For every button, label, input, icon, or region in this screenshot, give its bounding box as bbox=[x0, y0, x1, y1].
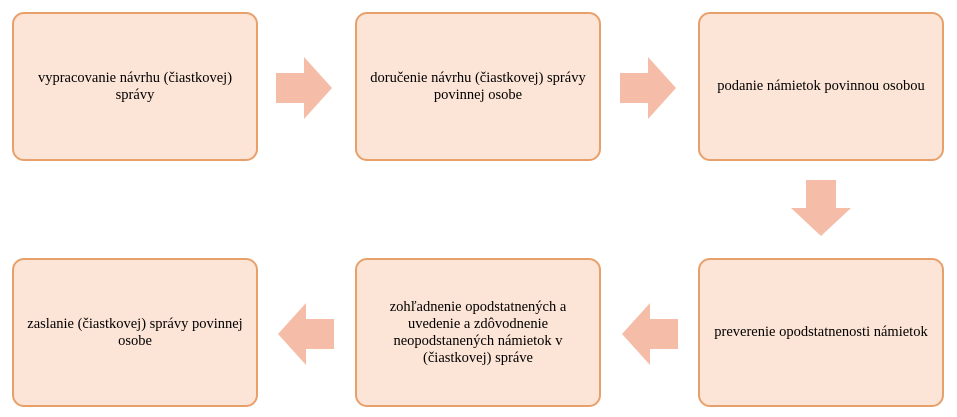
arrow-left-icon bbox=[278, 303, 334, 365]
step-3-label: podanie námietok povinnou osobou bbox=[717, 78, 925, 94]
arrow-right-icon bbox=[276, 57, 332, 119]
step-1-draft-report bbox=[12, 12, 258, 161]
arrow-down-icon bbox=[791, 180, 851, 236]
step-2-label: doručenie návrhu (čiastkovej) správy povinnej osobe bbox=[370, 69, 586, 103]
step-4-label: preverenie opodstatnenosti námietok bbox=[714, 324, 928, 340]
step-6-send-report bbox=[12, 258, 258, 407]
step-3-submit-objections bbox=[698, 12, 944, 161]
step-1-label: vypracovanie návrhu (čiastkovej) správy bbox=[37, 69, 233, 103]
step-4-verify-objections bbox=[698, 258, 944, 407]
step-2-deliver-draft bbox=[355, 12, 601, 161]
step-5-address-objections bbox=[355, 258, 601, 407]
arrow-left-icon bbox=[622, 303, 678, 365]
arrow-right-icon bbox=[620, 57, 676, 119]
step-6-label: zaslanie (čiastkovej) správy povinnej osobe bbox=[27, 315, 243, 349]
step-5-label: zohľadnenie opodstatnených a uvedenie a zdôvodnenie neopodstanených námietok v (čiastkovej) správe bbox=[389, 298, 567, 366]
